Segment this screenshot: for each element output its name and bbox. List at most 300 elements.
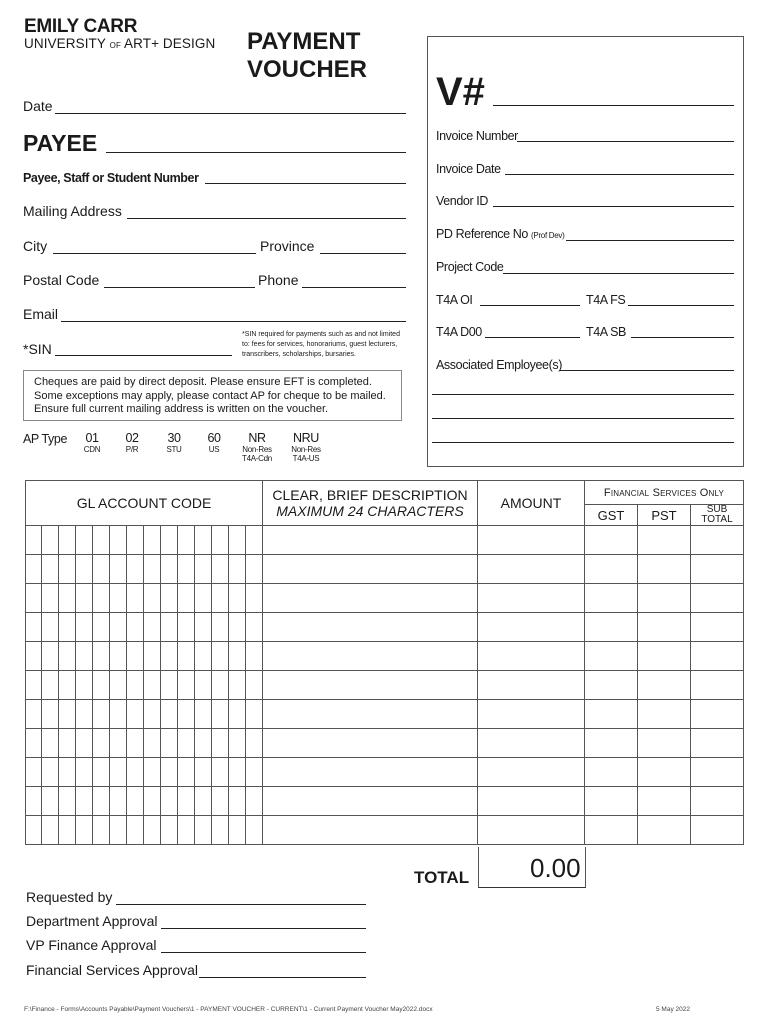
gl-digit-cell[interactable] bbox=[212, 555, 229, 584]
gl-digit-cell[interactable] bbox=[76, 613, 93, 642]
gl-digit-cell[interactable] bbox=[42, 642, 59, 671]
amount-cell[interactable] bbox=[478, 758, 585, 787]
subtotal-cell[interactable] bbox=[691, 671, 744, 700]
gl-digit-cell[interactable] bbox=[26, 816, 42, 845]
project-code-field[interactable] bbox=[503, 273, 734, 274]
gl-digit-cell[interactable] bbox=[42, 729, 59, 758]
gl-digit-cell[interactable] bbox=[229, 526, 246, 555]
ap-type-sub: STU bbox=[166, 445, 182, 454]
notice-line: Some exceptions may apply, please contact AP for cheque to be mailed. bbox=[34, 389, 386, 402]
gl-digit-cell[interactable] bbox=[178, 729, 195, 758]
gl-digit-cell[interactable] bbox=[26, 671, 42, 700]
gl-digit-cell[interactable] bbox=[127, 642, 144, 671]
ap-type-code: 30 bbox=[167, 431, 181, 445]
table-row bbox=[26, 584, 744, 613]
associated-employee-field[interactable] bbox=[560, 370, 734, 371]
notice-line: Ensure full current mailing address is written on the voucher. bbox=[34, 403, 329, 415]
t4a-sb-label: T4A SB bbox=[586, 325, 626, 339]
gl-digit-cell[interactable] bbox=[144, 758, 161, 787]
amount-cell[interactable] bbox=[478, 642, 585, 671]
gl-digit-cell[interactable] bbox=[212, 758, 229, 787]
ap-type-sub: P/R bbox=[125, 445, 139, 454]
gl-digit-cell[interactable] bbox=[229, 613, 246, 642]
ap-type-label: AP Type bbox=[23, 432, 67, 446]
gl-digit-cell[interactable] bbox=[161, 816, 178, 845]
department-approval-field[interactable] bbox=[161, 928, 366, 929]
gl-digit-cell[interactable] bbox=[144, 787, 161, 816]
gl-coding-table bbox=[25, 480, 744, 845]
gl-digit-cell[interactable] bbox=[127, 787, 144, 816]
gl-digit-cell[interactable] bbox=[246, 584, 263, 613]
gl-digit-cell[interactable] bbox=[229, 729, 246, 758]
gl-digit-cell[interactable] bbox=[178, 555, 195, 584]
gl-digit-cell[interactable] bbox=[59, 671, 76, 700]
table-row bbox=[26, 555, 744, 584]
date-label: Date bbox=[23, 98, 53, 114]
ap-type-sub: Non-Res T4A-Cdn bbox=[242, 445, 272, 463]
associated-employee-label: Associated Employee(s) bbox=[436, 358, 562, 372]
description-cell[interactable] bbox=[263, 555, 478, 584]
gl-digit-cell[interactable] bbox=[127, 671, 144, 700]
pst-cell[interactable] bbox=[638, 700, 691, 729]
city-label: City bbox=[23, 238, 48, 254]
gl-digit-cell[interactable] bbox=[110, 584, 127, 613]
gl-digit-cell[interactable] bbox=[59, 787, 76, 816]
gl-digit-cell[interactable] bbox=[93, 584, 110, 613]
gl-digit-cell[interactable] bbox=[59, 642, 76, 671]
t4a-d00-field[interactable] bbox=[485, 337, 580, 338]
gl-digit-cell[interactable] bbox=[144, 584, 161, 613]
table-row bbox=[26, 526, 744, 555]
description-cell[interactable] bbox=[263, 671, 478, 700]
gl-digit-cell[interactable] bbox=[110, 816, 127, 845]
province-field[interactable] bbox=[320, 253, 406, 254]
ap-type-code: NRU bbox=[293, 431, 319, 445]
gl-digit-cell[interactable] bbox=[93, 613, 110, 642]
gl-digit-cell[interactable] bbox=[144, 816, 161, 845]
gl-digit-cell[interactable] bbox=[229, 555, 246, 584]
gst-cell[interactable] bbox=[585, 700, 638, 729]
gl-digit-cell[interactable] bbox=[127, 758, 144, 787]
gl-digit-cell[interactable] bbox=[246, 555, 263, 584]
gl-digit-cell[interactable] bbox=[93, 758, 110, 787]
gl-digit-cell[interactable] bbox=[195, 613, 212, 642]
gl-digit-cell[interactable] bbox=[212, 613, 229, 642]
gl-digit-cell[interactable] bbox=[178, 700, 195, 729]
subtotal-cell[interactable] bbox=[691, 816, 744, 845]
description-cell[interactable] bbox=[263, 729, 478, 758]
financial-services-approval-field[interactable] bbox=[199, 977, 366, 978]
gl-digit-cell[interactable] bbox=[195, 729, 212, 758]
subtotal-cell[interactable] bbox=[691, 555, 744, 584]
gl-digit-cell[interactable] bbox=[161, 526, 178, 555]
amount-cell[interactable] bbox=[478, 816, 585, 845]
gl-digit-cell[interactable] bbox=[178, 526, 195, 555]
gl-digit-cell[interactable] bbox=[195, 671, 212, 700]
gl-digit-cell[interactable] bbox=[59, 758, 76, 787]
gl-digit-cell[interactable] bbox=[144, 671, 161, 700]
subtotal-cell[interactable] bbox=[691, 758, 744, 787]
financial-services-approval-label: Financial Services Approval bbox=[26, 962, 198, 978]
vp-finance-approval-label: VP Finance Approval bbox=[26, 937, 157, 953]
gl-digit-cell[interactable] bbox=[229, 816, 246, 845]
gl-digit-cell[interactable] bbox=[144, 555, 161, 584]
subtotal-cell[interactable] bbox=[691, 787, 744, 816]
gl-digit-cell[interactable] bbox=[246, 816, 263, 845]
gl-digit-cell[interactable] bbox=[93, 555, 110, 584]
subtotal-header: SUB TOTAL bbox=[691, 505, 744, 526]
project-code-label: Project Code bbox=[436, 260, 504, 274]
gl-digit-cell[interactable] bbox=[110, 526, 127, 555]
subtotal-cell[interactable] bbox=[691, 729, 744, 758]
gl-digit-cell[interactable] bbox=[93, 671, 110, 700]
gl-digit-cell[interactable] bbox=[26, 584, 42, 613]
email-field[interactable] bbox=[61, 321, 406, 322]
gl-digit-cell[interactable] bbox=[161, 758, 178, 787]
gl-digit-cell[interactable] bbox=[144, 729, 161, 758]
gst-cell[interactable] bbox=[585, 526, 638, 555]
vendor-id-field[interactable] bbox=[493, 206, 734, 207]
gl-digit-cell[interactable] bbox=[93, 729, 110, 758]
gl-digit-cell[interactable] bbox=[42, 787, 59, 816]
gl-digit-cell[interactable] bbox=[246, 642, 263, 671]
gl-digit-cell[interactable] bbox=[26, 555, 42, 584]
footer-date: 5 May 2022 bbox=[656, 1006, 690, 1013]
amount-cell[interactable] bbox=[478, 729, 585, 758]
invoice-date-field[interactable] bbox=[505, 174, 734, 175]
pst-cell[interactable] bbox=[638, 642, 691, 671]
gl-digit-cell[interactable] bbox=[110, 787, 127, 816]
ap-type-sub: CDN bbox=[83, 445, 101, 454]
gl-digit-cell[interactable] bbox=[42, 555, 59, 584]
gl-digit-cell[interactable] bbox=[42, 671, 59, 700]
gl-digit-cell[interactable] bbox=[178, 816, 195, 845]
ap-type-option[interactable] bbox=[266, 431, 346, 463]
gl-digit-cell[interactable] bbox=[110, 758, 127, 787]
pst-cell[interactable] bbox=[638, 613, 691, 642]
gl-digit-cell[interactable] bbox=[127, 555, 144, 584]
gl-digit-cell[interactable] bbox=[246, 700, 263, 729]
gl-digit-cell[interactable] bbox=[212, 700, 229, 729]
gl-digit-cell[interactable] bbox=[93, 787, 110, 816]
gl-digit-cell[interactable] bbox=[178, 758, 195, 787]
pst-cell[interactable] bbox=[638, 816, 691, 845]
gl-digit-cell[interactable] bbox=[178, 671, 195, 700]
gst-header: GST bbox=[585, 505, 638, 526]
subtotal-cell[interactable] bbox=[691, 584, 744, 613]
pst-cell[interactable] bbox=[638, 787, 691, 816]
gl-digit-cell[interactable] bbox=[93, 700, 110, 729]
gl-digit-cell[interactable] bbox=[42, 584, 59, 613]
description-cell[interactable] bbox=[263, 816, 478, 845]
t4a-d00-label: T4A D00 bbox=[436, 325, 482, 339]
gl-digit-cell[interactable] bbox=[42, 613, 59, 642]
gl-digit-cell[interactable] bbox=[229, 787, 246, 816]
pd-reference-field[interactable] bbox=[566, 240, 734, 241]
ap-type-code: 02 bbox=[125, 431, 139, 445]
gl-digit-cell[interactable] bbox=[144, 642, 161, 671]
gl-digit-cell[interactable] bbox=[195, 816, 212, 845]
gl-digit-cell[interactable] bbox=[144, 613, 161, 642]
ap-type-code: 01 bbox=[85, 431, 99, 445]
notice-line: Cheques are paid by direct deposit. Please ensure EFT is completed. bbox=[34, 376, 372, 388]
table-row bbox=[26, 700, 744, 729]
gl-digit-cell[interactable] bbox=[110, 671, 127, 700]
subtotal-cell[interactable] bbox=[691, 526, 744, 555]
requested-by-label: Requested by bbox=[26, 889, 113, 905]
payee-number-field[interactable] bbox=[205, 183, 406, 184]
postal-code-label: Postal Code bbox=[23, 272, 100, 288]
gst-cell[interactable] bbox=[585, 729, 638, 758]
gl-digit-cell[interactable] bbox=[246, 526, 263, 555]
logo-subline: UNIVERSITY OF ART+ DESIGN bbox=[24, 36, 216, 51]
pst-cell[interactable] bbox=[638, 671, 691, 700]
table-row bbox=[26, 642, 744, 671]
t4a-sb-field[interactable] bbox=[631, 337, 734, 338]
table-row bbox=[26, 787, 744, 816]
pst-cell[interactable] bbox=[638, 758, 691, 787]
associated-employee-field-3[interactable] bbox=[432, 418, 734, 419]
gl-digit-cell[interactable] bbox=[42, 526, 59, 555]
gl-digit-cell[interactable] bbox=[127, 526, 144, 555]
gl-digit-cell[interactable] bbox=[195, 642, 212, 671]
gl-digit-cell[interactable] bbox=[42, 758, 59, 787]
table-row bbox=[26, 671, 744, 700]
gl-digit-cell[interactable] bbox=[229, 758, 246, 787]
gl-digit-cell[interactable] bbox=[144, 700, 161, 729]
gl-digit-cell[interactable] bbox=[212, 729, 229, 758]
payee-label: PAYEE bbox=[23, 130, 98, 156]
amount-cell[interactable] bbox=[478, 584, 585, 613]
amount-cell[interactable] bbox=[478, 787, 585, 816]
ap-type-code: NR bbox=[248, 431, 266, 445]
associated-employee-field-4[interactable] bbox=[432, 442, 734, 443]
pd-reference-label: PD Reference No (Prof Dev) bbox=[436, 227, 565, 241]
gst-cell[interactable] bbox=[585, 816, 638, 845]
table-row bbox=[26, 816, 744, 845]
gl-digit-cell[interactable] bbox=[161, 555, 178, 584]
amount-cell[interactable] bbox=[478, 555, 585, 584]
gl-digit-cell[interactable] bbox=[26, 526, 42, 555]
gst-cell[interactable] bbox=[585, 758, 638, 787]
gl-digit-cell[interactable] bbox=[161, 700, 178, 729]
gl-digit-cell[interactable] bbox=[161, 729, 178, 758]
voucher-number-field[interactable] bbox=[493, 105, 734, 106]
gl-digit-cell[interactable] bbox=[127, 584, 144, 613]
gl-digit-cell[interactable] bbox=[127, 816, 144, 845]
gl-digit-cell[interactable] bbox=[26, 729, 42, 758]
gl-digit-cell[interactable] bbox=[127, 613, 144, 642]
mailing-address-label: Mailing Address bbox=[23, 203, 122, 219]
footer-file-path: F:\Finance - Forms\Accounts Payable\Payment Vouchers\1 - PAYMENT VOUCHER - CURRENT\1 - Current Payment Voucher May2022.docx bbox=[24, 1006, 433, 1013]
subtotal-cell[interactable] bbox=[691, 642, 744, 671]
gl-digit-cell[interactable] bbox=[212, 787, 229, 816]
description-cell[interactable] bbox=[263, 613, 478, 642]
date-field[interactable] bbox=[55, 113, 406, 114]
pst-cell[interactable] bbox=[638, 526, 691, 555]
description-cell[interactable] bbox=[263, 526, 478, 555]
gl-digit-cell[interactable] bbox=[76, 555, 93, 584]
gl-digit-cell[interactable] bbox=[195, 700, 212, 729]
gl-digit-cell[interactable] bbox=[26, 700, 42, 729]
phone-label: Phone bbox=[258, 272, 299, 288]
t4a-fs-field[interactable] bbox=[628, 305, 734, 306]
gst-cell[interactable] bbox=[585, 613, 638, 642]
gl-digit-cell[interactable] bbox=[59, 816, 76, 845]
form-title: PAYMENT VOUCHER bbox=[247, 28, 368, 83]
gl-digit-cell[interactable] bbox=[93, 816, 110, 845]
gl-digit-cell[interactable] bbox=[76, 671, 93, 700]
gl-digit-cell[interactable] bbox=[229, 584, 246, 613]
t4a-oi-label: T4A OI bbox=[436, 293, 473, 307]
t4a-oi-field[interactable] bbox=[480, 305, 580, 306]
gl-digit-cell[interactable] bbox=[76, 758, 93, 787]
gl-digit-cell[interactable] bbox=[76, 642, 93, 671]
gl-digit-cell[interactable] bbox=[212, 526, 229, 555]
invoice-number-field[interactable] bbox=[517, 141, 734, 142]
gl-digit-cell[interactable] bbox=[110, 729, 127, 758]
gl-digit-cell[interactable] bbox=[76, 584, 93, 613]
gl-digit-cell[interactable] bbox=[246, 729, 263, 758]
gl-digit-cell[interactable] bbox=[110, 555, 127, 584]
pst-cell[interactable] bbox=[638, 555, 691, 584]
gl-digit-cell[interactable] bbox=[161, 787, 178, 816]
invoice-number-label: Invoice Number bbox=[436, 129, 518, 143]
gst-cell[interactable] bbox=[585, 584, 638, 613]
gl-digit-cell[interactable] bbox=[195, 555, 212, 584]
total-value[interactable]: 0.00 bbox=[530, 853, 581, 883]
logo-wordmark: EMILY CARR bbox=[24, 16, 138, 37]
gl-digit-cell[interactable] bbox=[110, 613, 127, 642]
gl-digit-cell[interactable] bbox=[195, 526, 212, 555]
gl-digit-cell[interactable] bbox=[229, 642, 246, 671]
gl-digit-cell[interactable] bbox=[229, 671, 246, 700]
gl-digit-cell[interactable] bbox=[26, 642, 42, 671]
gl-digit-cell[interactable] bbox=[161, 671, 178, 700]
gl-digit-cell[interactable] bbox=[195, 758, 212, 787]
gl-digit-cell[interactable] bbox=[110, 642, 127, 671]
gl-digit-cell[interactable] bbox=[76, 787, 93, 816]
gst-cell[interactable] bbox=[585, 555, 638, 584]
gl-digit-cell[interactable] bbox=[93, 642, 110, 671]
ap-type-sub: Non-Res T4A-US bbox=[291, 445, 321, 463]
description-cell[interactable] bbox=[263, 642, 478, 671]
gl-digit-cell[interactable] bbox=[229, 700, 246, 729]
table-row bbox=[26, 758, 744, 787]
gl-account-code-header: GL ACCOUNT CODE bbox=[26, 481, 263, 526]
amount-header: AMOUNT bbox=[478, 481, 585, 526]
gl-digit-cell[interactable] bbox=[59, 729, 76, 758]
gl-digit-cell[interactable] bbox=[212, 816, 229, 845]
gst-cell[interactable] bbox=[585, 671, 638, 700]
description-cell[interactable] bbox=[263, 758, 478, 787]
subtotal-cell[interactable] bbox=[691, 700, 744, 729]
gl-digit-cell[interactable] bbox=[212, 584, 229, 613]
financial-services-only-header: Financial Services Only bbox=[585, 481, 744, 505]
gl-digit-cell[interactable] bbox=[195, 584, 212, 613]
payee-field[interactable] bbox=[106, 152, 406, 153]
gl-digit-cell[interactable] bbox=[127, 700, 144, 729]
gl-digit-cell[interactable] bbox=[127, 729, 144, 758]
gl-digit-cell[interactable] bbox=[212, 642, 229, 671]
gl-digit-cell[interactable] bbox=[59, 700, 76, 729]
gl-digit-cell[interactable] bbox=[26, 758, 42, 787]
subtotal-cell[interactable] bbox=[691, 613, 744, 642]
pst-cell[interactable] bbox=[638, 584, 691, 613]
gl-digit-cell[interactable] bbox=[42, 700, 59, 729]
invoice-date-label: Invoice Date bbox=[436, 162, 501, 176]
gl-digit-cell[interactable] bbox=[195, 787, 212, 816]
description-cell[interactable] bbox=[263, 584, 478, 613]
postal-code-field[interactable] bbox=[104, 287, 255, 288]
associated-employee-field-2[interactable] bbox=[432, 394, 734, 395]
amount-cell[interactable] bbox=[478, 613, 585, 642]
direct-deposit-notice bbox=[23, 370, 402, 421]
gl-digit-cell[interactable] bbox=[212, 671, 229, 700]
vendor-id-label: Vendor ID bbox=[436, 194, 488, 208]
phone-field[interactable] bbox=[302, 287, 406, 288]
gl-digit-cell[interactable] bbox=[178, 584, 195, 613]
gl-digit-cell[interactable] bbox=[59, 613, 76, 642]
gl-digit-cell[interactable] bbox=[161, 584, 178, 613]
gl-digit-cell[interactable] bbox=[76, 700, 93, 729]
requested-by-field[interactable] bbox=[116, 904, 366, 905]
province-label: Province bbox=[260, 238, 315, 254]
description-cell[interactable] bbox=[263, 700, 478, 729]
gl-digit-cell[interactable] bbox=[76, 816, 93, 845]
gl-digit-cell[interactable] bbox=[178, 787, 195, 816]
gl-digit-cell[interactable] bbox=[161, 613, 178, 642]
gl-digit-cell[interactable] bbox=[246, 758, 263, 787]
amount-cell[interactable] bbox=[478, 700, 585, 729]
gl-digit-cell[interactable] bbox=[59, 584, 76, 613]
sin-note: *SIN required for payments such as and not limited to: fees for services, honorariums, guest lecturers, transcribers, scholarships, bursaries. bbox=[242, 331, 400, 358]
gst-cell[interactable] bbox=[585, 787, 638, 816]
department-approval-label: Department Approval bbox=[26, 913, 158, 929]
gl-digit-cell[interactable] bbox=[59, 526, 76, 555]
city-field[interactable] bbox=[53, 253, 256, 254]
gl-digit-cell[interactable] bbox=[178, 613, 195, 642]
vp-finance-approval-field[interactable] bbox=[161, 952, 366, 953]
total-label: TOTAL bbox=[414, 868, 470, 887]
amount-cell[interactable] bbox=[478, 671, 585, 700]
gl-digit-cell[interactable] bbox=[246, 671, 263, 700]
gl-digit-cell[interactable] bbox=[42, 816, 59, 845]
sin-field[interactable] bbox=[55, 355, 232, 356]
gl-digit-cell[interactable] bbox=[144, 526, 161, 555]
description-cell[interactable] bbox=[263, 787, 478, 816]
gl-digit-cell[interactable] bbox=[76, 729, 93, 758]
pst-header: PST bbox=[638, 505, 691, 526]
gl-digit-cell[interactable] bbox=[76, 526, 93, 555]
gl-digit-cell[interactable] bbox=[178, 642, 195, 671]
gl-digit-cell[interactable] bbox=[93, 526, 110, 555]
table-row bbox=[26, 729, 744, 758]
table-row bbox=[26, 613, 744, 642]
gl-digit-cell[interactable] bbox=[246, 613, 263, 642]
gl-digit-cell[interactable] bbox=[110, 700, 127, 729]
amount-cell[interactable] bbox=[478, 526, 585, 555]
gl-digit-cell[interactable] bbox=[246, 787, 263, 816]
pst-cell[interactable] bbox=[638, 729, 691, 758]
gl-digit-cell[interactable] bbox=[26, 787, 42, 816]
mailing-address-field[interactable] bbox=[127, 218, 406, 219]
gst-cell[interactable] bbox=[585, 642, 638, 671]
gl-digit-cell[interactable] bbox=[161, 642, 178, 671]
payee-number-label: Payee, Staff or Student Number bbox=[23, 171, 199, 185]
gl-digit-cell[interactable] bbox=[59, 555, 76, 584]
gl-digit-cell[interactable] bbox=[26, 613, 42, 642]
